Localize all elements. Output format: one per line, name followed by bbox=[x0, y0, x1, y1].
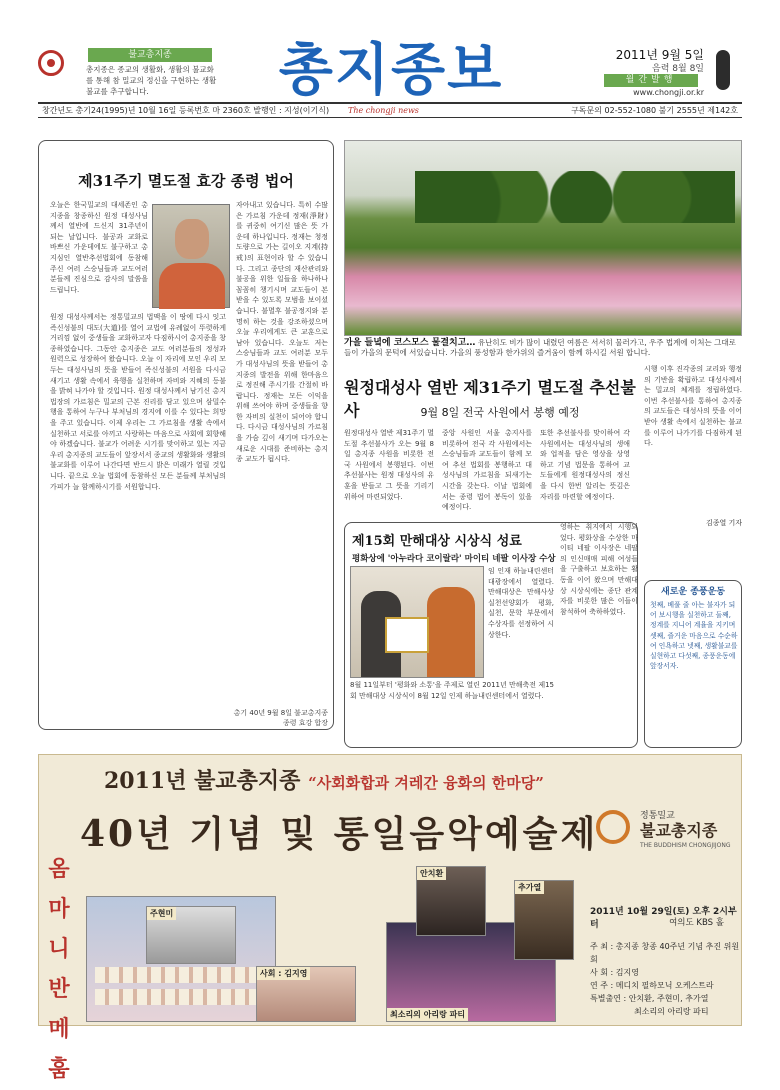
singer-label-chu: 추가열 bbox=[515, 881, 544, 894]
host-label: 사회 : 김지영 bbox=[257, 967, 310, 980]
ad-title-line2: 40년 기념 및 통일음악예술제 bbox=[80, 813, 599, 855]
photo-caption-text: 유난히도 비가 많이 내렸던 여름은 서서히 물러가고, 우주 법계에 이처는 그대로 들이 가을의 문턱에 서있습니다. 가을의 풍성함과 한가위의 즐거움이 함께 하시길 서원 합니다. bbox=[344, 338, 736, 357]
singer-photo-juhyun bbox=[146, 906, 236, 964]
website-link[interactable]: www.chongji.or.kr bbox=[633, 88, 704, 97]
credit-line: 특별출연 : 안치환, 주현미, 추가열 bbox=[590, 994, 709, 1003]
sub-article-subheadline: 평화상에 '아누라다 코이랄라' 마이티 네팔 이사장 수상 bbox=[352, 554, 556, 564]
left-article-headline: 제31주기 멸도절 효강 종령 법어 bbox=[78, 172, 294, 190]
ad-logo-emblem-icon bbox=[596, 810, 630, 844]
sub-article-headline: 제15회 만해대상 시상식 성료 bbox=[352, 534, 522, 549]
english-title: The chongji news bbox=[348, 106, 419, 115]
event-venue: 여의도 KBS 홀 bbox=[669, 918, 724, 928]
singer-label-an: 안치환 bbox=[417, 867, 446, 880]
newspaper-title: 총지종보 bbox=[278, 38, 504, 103]
cosmos-field-photo bbox=[344, 140, 742, 336]
ad-slogan: “사회화합과 겨레간 융화의 한마당” bbox=[308, 774, 544, 792]
left-article-col1b: 원정 대성사께서는 정통밀교의 법맥을 이 땅에 다시 잇고 즉신성불의 대도(大道)를 열어 교법에 유례없이 뚜렷하게 거리낌 없이 중생들을 교화하고자 다짐하시어 총지종을 창종하였습니다. 그동안 총지종은 교도 여러분들의 정성과 원력으로 성장하여 왔습니다. 오늘 이 자리에 모인 우리 모두는 대성사님의 뜻을 받들어 즉신성불의 서원을 다시금 새기고 생활 속에서 육행을 실천하며 자비와 지혜의 등불을 밝혀 나가야 할 것입니다. 원정 대성사께서 남기신 총지법장의 가르침은 밀교의 근본 진리를 담고 있으며 삼밀수행을 통하여 누구나 부처님의 경지에 이를 수 있다는 희망을 주고 있습니다. 이제 우리는 그 가르침을 생활 속에서 실천하고 서로를 아끼고 사랑하는 마음으로 사회에 회향해야 하겠습니다. 불교가 어려운 시기를 맞이하고 있는 지금 우리 총지종의 교도들이 앞장서서 종교의 생활화와 생활의 불교화를 이루어 나간다면 반드시 밝은 미래가 열릴 것입니다. 끝으로 오늘 법회에 동참하신 모든 분들께 부처님의 가피가 늘 함께하시기를 서원합니다. bbox=[50, 313, 226, 491]
singer-photo-chu bbox=[514, 880, 574, 960]
sidebar-title: 새로운 종풍운동 bbox=[661, 587, 725, 597]
main-article-subheadline: 9월 8일 전국 사원에서 봉행 예정 bbox=[420, 406, 580, 419]
registration-info: 창간년도 총기24(1995)년 10월 16일 등록번호 마 2360호 발행인 : 지성(이기식) bbox=[42, 106, 330, 115]
event-datetime: 2011년 10월 29일(토) 오후 2시부터 bbox=[590, 907, 737, 930]
photo-caption bbox=[344, 338, 742, 358]
masthead-motto: 총지종은 종교의 생활화, 생활의 불교화를 통해 참 밀교의 정신을 구현하는 생활불교를 추구합니다. bbox=[86, 65, 217, 96]
monthly-badge: 월간발행 bbox=[604, 74, 698, 87]
lunar-date: 음력 8월 8일 bbox=[652, 64, 704, 74]
sub-article-text3: 8월 11일부터 '평화와 소통'을 주제로 열린 2011년 만해축전 제15회 만해대상 시상식이 8월 12일 인제 하늘내린센터에서 열렸다. bbox=[350, 681, 554, 700]
singer-label-juhyun: 주현미 bbox=[147, 907, 176, 920]
main-article-col1: 원정대성사 열반 제31주기 멸도절 추선불사가 오는 9월 8일 총지종 사원을 비롯한 전국 사원에서 봉행된다. 이번 추선불사는 원정 대성사의 유훈을 받들고 그 뜻을 기리기 위하여 마련되었다. bbox=[344, 429, 434, 501]
main-article-col2: 중앙 사원인 서울 총지사를 비롯하여 전국 각 사원에서는 스승님들과 교도들이 함께 모여 추선 법회를 봉행하고 대성사님의 가르침을 되새기는 시간을 갖는다. 이날 법회에서는 종령 법어 봉독이 있을 예정이다. bbox=[442, 429, 532, 512]
ad-title-line1 bbox=[104, 764, 744, 795]
performer-label-choi: 최소리의 아리랑 파티 bbox=[387, 1008, 468, 1021]
issue-date: 2011년 9월 5일 bbox=[615, 48, 704, 62]
main-article-headline: 원정대성사 열반 제31주기 멸도절 추선불사 bbox=[344, 378, 636, 420]
logo-emblem-icon bbox=[38, 50, 64, 76]
ad-title-year: 2011년 불교총지종 bbox=[104, 768, 301, 794]
left-article-signature: 총기 40년 9월 8일 불교총지종 종령 효강 합장 bbox=[233, 709, 328, 727]
main-article-col3: 또한 추선불사를 맞이하여 각 사원에서는 대성사님의 생애와 업적을 담은 영상을 상영하고 기념 법문을 통하여 교도들에게 원정대성사의 정신을 다시 한번 알리는 뜻깊은 자리를 마련할 예정이다. bbox=[540, 429, 630, 501]
main-article-byline: 김종열 기자 bbox=[705, 519, 742, 527]
left-article-col1: 오늘은 한국밀교의 대세존인 총지종을 창종하신 원정 대성사님께서 열반에 드신지 31주년이 되는 날입니다. 불공과 교화로 바쁘신 가운데에도 불구하고 총지심인 열반추선법회에 동참해 주신 여러 스승님들과 교도여러분들께 진심으로 감사의 말씀을 드립니다. bbox=[50, 201, 148, 294]
mantra-glyphs: 옴 마 니 반 메 훔 bbox=[48, 857, 70, 1082]
award-ceremony-photo bbox=[350, 566, 484, 678]
ad-logo-subtitle: 정통밀교 bbox=[640, 811, 675, 821]
sidebar-text: 첫째, 베풀 줄 아는 불자가 되어 보시행을 실천하고 둘째, 정계를 지니어 계율을 지키며 셋째, 즐거운 마음으로 수순하여 인욕하고 넷째, 생활불교를 실현하고 다섯째, 종풍운동에 앞장서자. bbox=[650, 601, 738, 671]
credit-line: 사 회 : 김지영 bbox=[590, 968, 639, 977]
photo-caption-title: 가을 들녘에 코스모스 물결치고… bbox=[344, 338, 476, 348]
performer-collage bbox=[86, 866, 566, 1022]
ad-logo-title: 불교총지종 bbox=[640, 821, 718, 840]
singer-photo-an bbox=[416, 866, 486, 936]
left-article-col2: 자아내고 있습니다. 특히 수많은 가르침 가운데 정재(淨財)를 귀중히 여기신 많은 뜻 가운데 하나입니다. 정재는 청정도량으로 가는 길이오 지계(持戒)의 표현이라 할 수 있습니다. 그리고 종단의 재산관리와 불공을 위한 일들을 하나하나 꼼꼼히 챙기시며 교도들이 본받을 수 있도록 모범을 보이셨습니다. 불멸후 불공정지와 분명히 하는 것을 강조하셨으며 오늘 우리에게도 큰 교훈으로 남아 있습니다. 오늘도 저는 스승님들과 교도 여러분 모두가 대성사님의 뜻을 받들어 총지종의 발전을 위해 한마음으로 정진해 주시기를 간절히 바랍니다. 정재는 모든 이익을 위해 쓰여야 하며 중생들을 향한 자비의 실천이 되어야 합니다. 다시금 대성사님의 가르침을 가슴 깊이 새기며 다가오는 새로운 시대를 준비하는 총지종 교도가 됩시다. bbox=[236, 201, 328, 464]
sub-article-text1: 임 인재 하늘내린센터 대광장에서 열렸다. 만해대상은 만해사상실천선양회가 평화, 실천, 문학 부문에서 수상자를 선정하여 시상한다. bbox=[488, 567, 554, 639]
masthead-tag: 불교총지종 bbox=[88, 48, 212, 62]
credit-line: 연 주 : 메디치 필하모닉 오케스트라 bbox=[590, 981, 714, 990]
credit-line: 최소리의 아리랑 파티 bbox=[634, 1007, 709, 1016]
info-bar bbox=[38, 102, 742, 118]
subscription-info: 구독문의 02-552-1080 불기 2555년 제142호 bbox=[571, 106, 738, 115]
credit-line: 주 최 : 총지종 창종 40주년 기념 추진 위원회 bbox=[590, 942, 740, 964]
event-credits bbox=[590, 940, 740, 1018]
main-article-col4: 시행 이후 진각종의 교리와 행정의 기반을 확립하고 대성사께서는 밀교의 체계를 정립하였다. 이번 추선불사를 통하여 총지종의 교도들은 대성사의 뜻을 이어 받아 생활 속에서 실천하는 불교를 이루어 나가기를 다짐하게 된다. bbox=[644, 365, 742, 448]
vajra-icon bbox=[716, 50, 730, 90]
portrait-photo bbox=[152, 204, 230, 308]
host-photo bbox=[256, 966, 356, 1022]
sub-article-text2: 영하는 취지에서 시행되었다. 평화상을 수상한 마이티 네팔 이사장은 네팔의 인신매매 피해 여성들을 구출하고 보호하는 활동을 이어 왔으며 만해대상 시상식에는 종단 관계자를 비롯한 많은 이들이 참석하여 축하하였다. bbox=[560, 523, 638, 616]
ad-logo-english: THE BUDDHISM CHONGJIJONG bbox=[640, 842, 731, 849]
